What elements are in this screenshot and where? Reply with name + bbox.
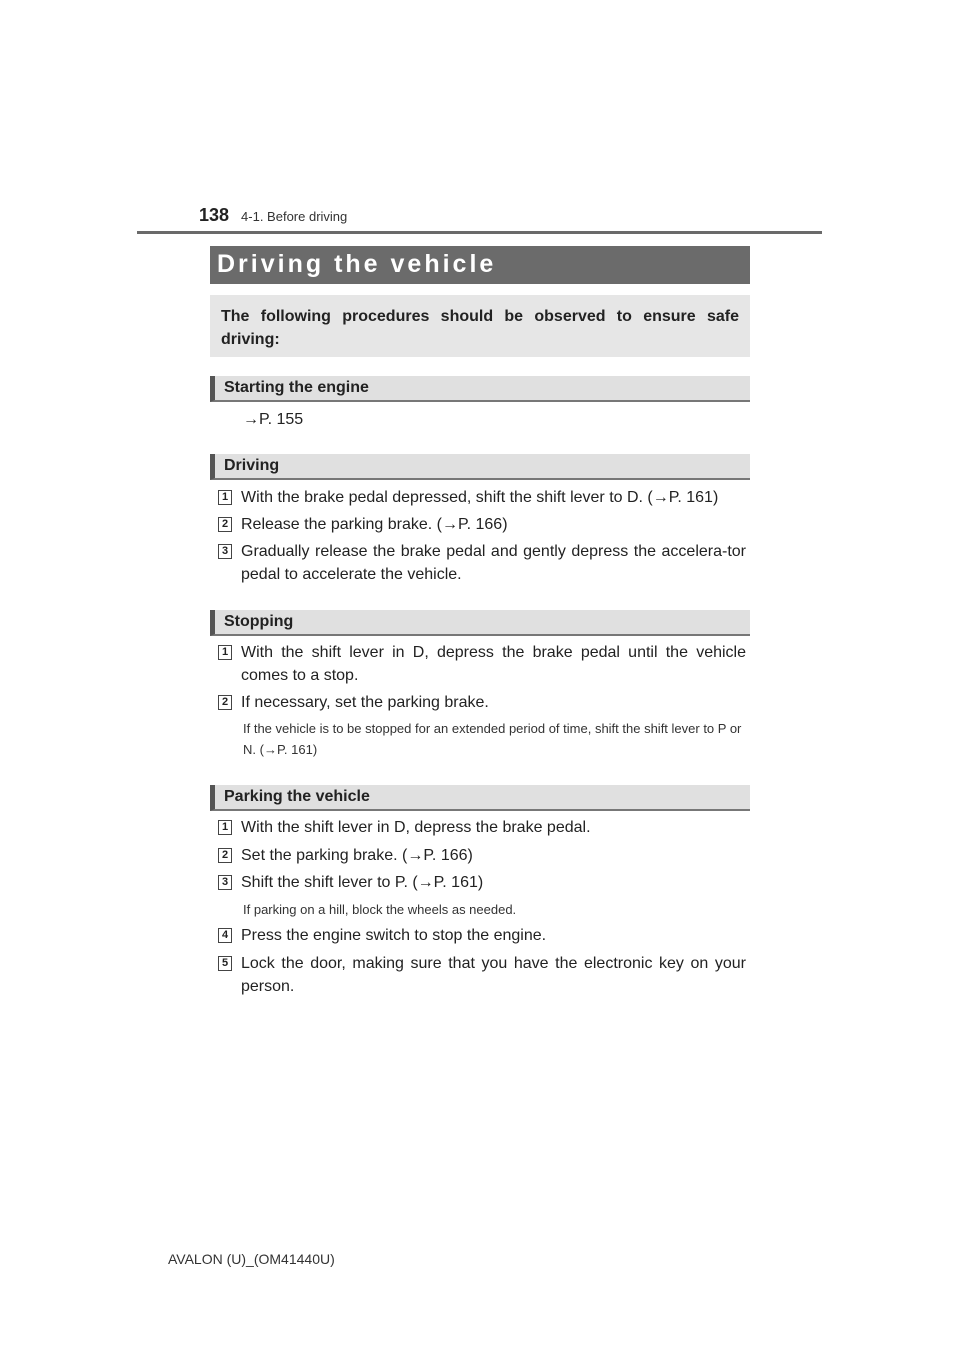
step-text: Press the engine switch to stop the engine. <box>241 927 547 944</box>
step-number-badge: 2 <box>218 848 232 863</box>
parking-step <box>218 924 746 947</box>
page-header <box>199 205 347 226</box>
parking-step <box>218 952 746 998</box>
starting-page-ref: →P. 155 <box>243 411 304 428</box>
stopping-note: If the vehicle is to be stopped for an extended period of time, shift the shift lever to P or N. (→P. 161) <box>243 721 742 757</box>
step-text: If necessary, set the parking brake. <box>241 694 489 711</box>
step-number-badge: 3 <box>218 544 232 559</box>
step-text: Gradually release the brake pedal and gently depress the accelera-tor pedal to accelerate the vehicle. <box>241 543 746 583</box>
parking-step <box>218 844 746 867</box>
step-text: Shift the shift lever to P. (→P. 161) <box>241 874 484 891</box>
heading-driving: Driving <box>210 454 750 480</box>
step-number-badge: 3 <box>218 875 232 890</box>
step-number-badge: 1 <box>218 645 232 660</box>
step-text: With the shift lever in D, depress the brake pedal until the vehicle comes to a stop. <box>241 644 746 684</box>
section-label: 4-1. Before driving <box>241 209 348 224</box>
driving-step <box>218 540 746 586</box>
intro-box: The following procedures should be observed to ensure safe driving: <box>210 295 750 357</box>
stopping-step <box>218 691 746 714</box>
step-number-badge: 5 <box>218 956 232 971</box>
step-number-badge: 2 <box>218 695 232 710</box>
header-rule <box>137 231 822 234</box>
step-text: With the shift lever in D, depress the brake pedal. <box>241 819 591 836</box>
step-number-badge: 1 <box>218 820 232 835</box>
heading-parking: Parking the vehicle <box>210 785 750 811</box>
heading-starting-engine: Starting the engine <box>210 376 750 402</box>
page-number: 138 <box>199 205 230 225</box>
step-text: With the brake pedal depressed, shift the shift lever to D. (→P. 161) <box>241 489 719 506</box>
step-number-badge: 2 <box>218 517 232 532</box>
parking-note: If parking on a hill, block the wheels as needed. <box>243 902 517 917</box>
heading-stopping: Stopping <box>210 610 750 636</box>
step-text: Set the parking brake. (→P. 166) <box>241 847 473 864</box>
parking-step <box>218 816 746 839</box>
driving-step <box>218 513 746 536</box>
step-number-badge: 1 <box>218 490 232 505</box>
step-number-badge: 4 <box>218 928 232 943</box>
driving-step <box>218 486 746 509</box>
page-title: Driving the vehicle <box>210 246 750 284</box>
parking-step <box>218 871 746 894</box>
step-text: Lock the door, making sure that you have the electronic key on your person. <box>241 955 746 995</box>
document-footer: AVALON (U)_(OM41440U) <box>168 1251 335 1267</box>
step-text: Release the parking brake. (→P. 166) <box>241 516 508 533</box>
stopping-step <box>218 641 746 687</box>
